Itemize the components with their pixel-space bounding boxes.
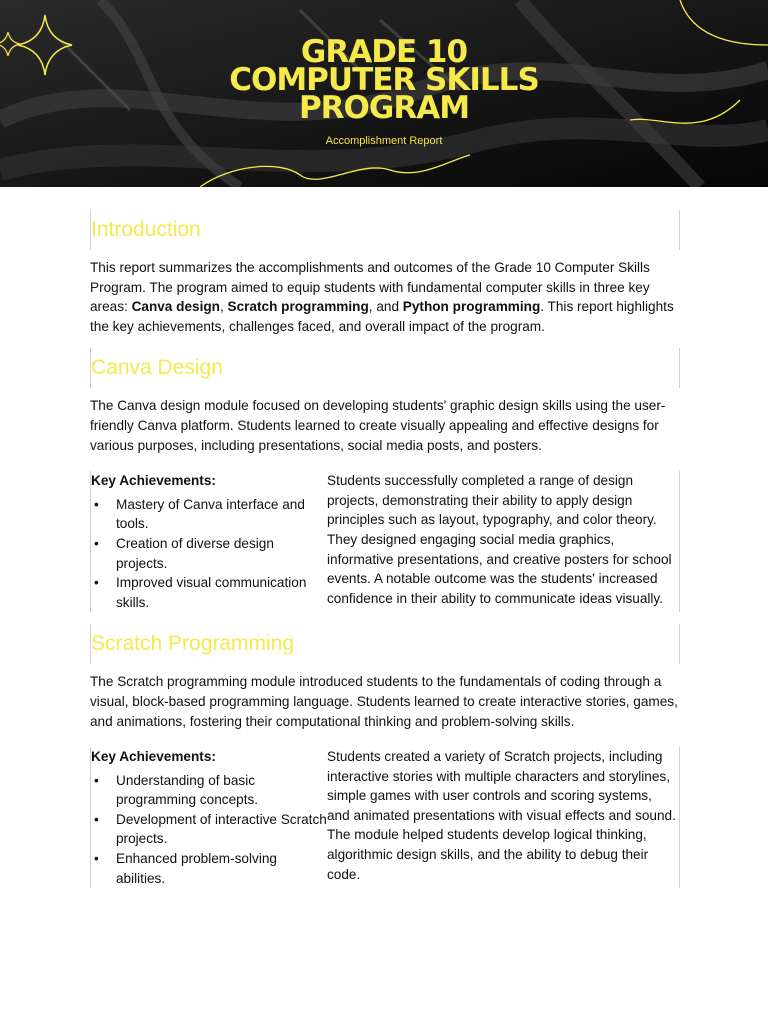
section-heading-box [90,210,680,250]
intro-paragraph [90,258,680,336]
key-achievements-label: Key Achievements: [91,473,216,489]
list-item [91,810,327,849]
section-heading: Introduction [91,218,201,241]
title-line: COMPUTER SKILLS [229,62,539,98]
list-item-text: Mastery of Canva interface and tools. [116,496,305,532]
scratch-outcomes-text: Students created a variety of Scratch projects, including interactive stories with multiple characters and storylines, simple games with user controls and scoring systems, and animated presentations with visual effects and sound. The module helped students develop logical thinking, algorithmic design skills, and the ability to debug their code. [327,749,676,882]
list-item-text: Enhanced problem-solving abilities. [116,851,277,886]
text-span: , [219,299,228,315]
bullet-icon: • [94,496,99,512]
list-item [91,534,327,573]
section-heading: Scratch Programming [91,632,295,656]
bullet-icon: • [94,535,99,551]
list-item-text: Creation of diverse design projects. [116,535,274,571]
bold-term: Scratch programming [227,299,369,315]
list-item-text: Improved visual communication skills. [116,575,307,610]
title-line: GRADE 10 [300,34,468,70]
scratch-two-column [90,747,680,888]
canva-outcomes-text: Students successfully completed a range of design projects, demonstrating their ability to apply design principles such as layout, typography, and color theory. They designed engaging social media graphics, informative presentations, and creative posters for school events. A notable outcome was the students' increased confidence in their ability to communicate ideas visually. [327,473,672,606]
key-achievements [91,747,327,888]
report-title [0,34,768,126]
list-item [91,849,327,888]
header-banner [0,0,768,187]
text-span: , and [368,299,403,315]
text-span: . This report highlights the key achievements, challenges faced, and overall impact of the program. [90,299,674,334]
canva-section [90,348,680,612]
section-heading: Canva Design [91,356,223,380]
key-achievements-label: Key Achievements: [91,749,216,765]
bullet-icon: • [94,575,99,591]
list-item [91,573,327,612]
achievement-list [91,771,327,889]
report-body [90,210,680,900]
scratch-section [90,624,680,888]
bold-term: Canva design [131,299,220,315]
list-item [91,495,327,534]
list-item-text: Development of interactive Scratch projects. [116,811,327,847]
bullet-icon: • [94,772,99,788]
list-item-text: Understanding of basic programming concepts. [116,772,259,808]
intro-section [90,210,680,336]
canva-two-column [90,471,680,612]
bold-term: Python programming [402,299,541,315]
canva-paragraph: The Canva design module focused on developing students' graphic design skills using the user-friendly Canva platform. Students learned to create visually appealing and effective designs for various purposes, including presentations, social media posts, and posters. [90,398,666,453]
list-item [91,771,327,810]
bullet-icon: • [94,851,99,867]
achievement-list [91,495,327,613]
section-heading-box [90,348,680,388]
scratch-paragraph: The Scratch programming module introduced students to the fundamentals of coding through a visual, block-based programming language. Students learned to create interactive stories, games, and animations, fostering their computational thinking and problem-solving skills. [90,674,678,729]
section-heading-box [90,624,680,664]
bullet-icon: • [94,811,99,827]
key-achievements [91,471,327,612]
text-span: This report summarizes the accomplishments and outcomes of the Grade 10 Computer Skills Program. The program aimed to equip students with fundamental computer skills in three key areas: [90,260,650,315]
title-line: PROGRAM [298,90,470,126]
report-subtitle: Accomplishment Report [325,135,443,147]
